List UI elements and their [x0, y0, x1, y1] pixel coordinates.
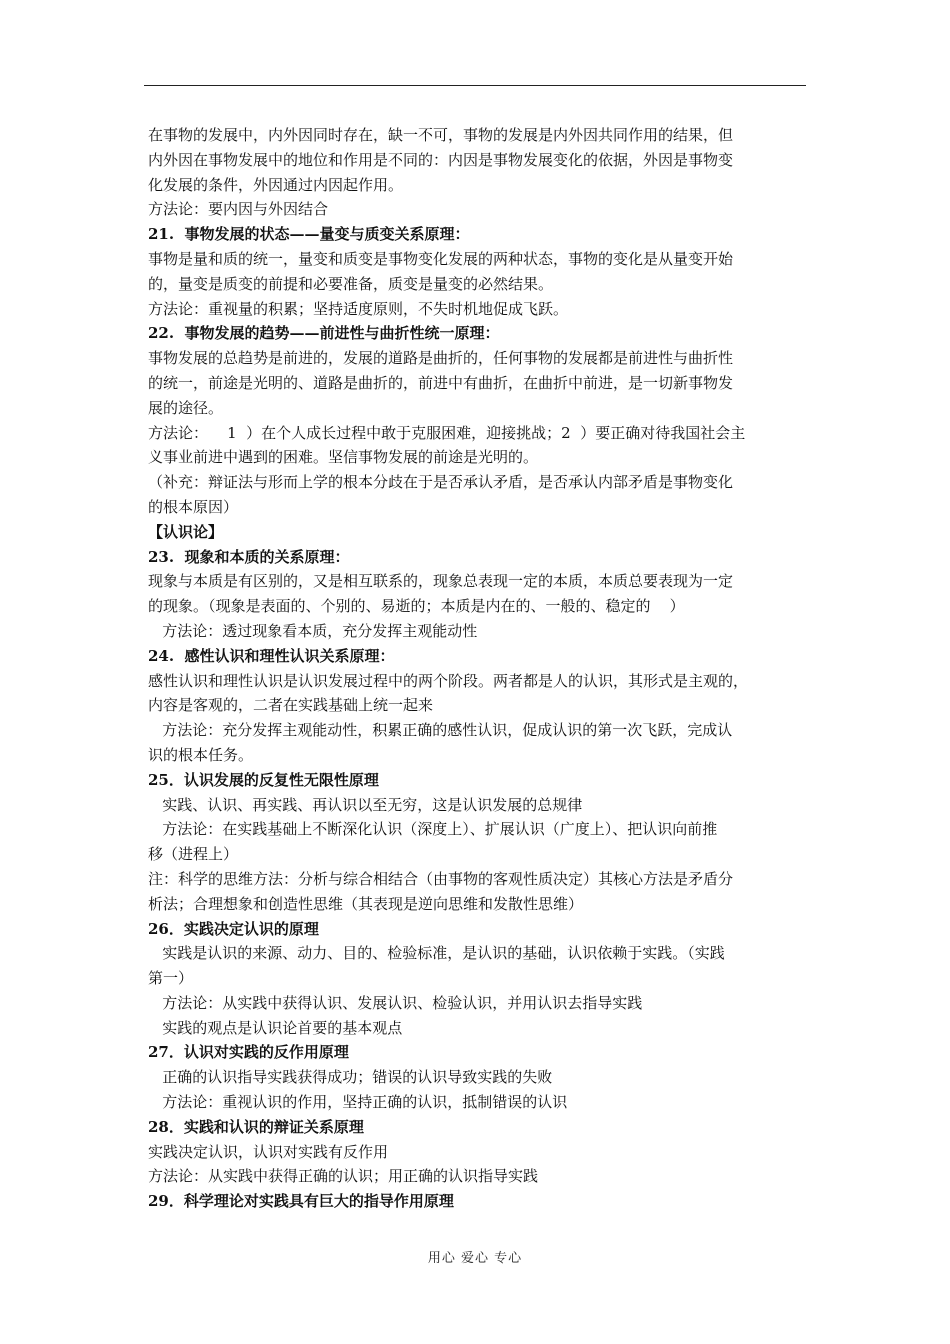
text-line: 方法论：重视量的积累；坚持适度原则，不失时机地促成飞跃。 [148, 299, 569, 318]
text-line: 实践决定认识，认识对实践有反作用 [148, 1142, 389, 1161]
text-line: 方法论：重视认识的作用，坚持正确的认识，抵制错误的认识 [148, 1093, 568, 1112]
text-line: （补充：辩证法与形而上学的根本分歧在于是否承认矛盾，是否承认内部矛盾是事物变化 [148, 473, 734, 492]
text-line: 方法论：在实践基础上不断深化认识（深度上）、扩展认识（广度上）、把认识向前推 [148, 820, 718, 839]
page-footer: 用心 爱心 专心 [427, 1251, 523, 1266]
text-line: 方法论：充分发挥主观能动性，积累正确的感性认识，促成认识的第一次飞跃，完成认 [148, 721, 733, 740]
text-line: 方法论：从实践中获得认识、发展认识、检验认识，并用认识去指导实践 [148, 993, 643, 1012]
text-line: 实践的观点是认识论首要的基本观点 [148, 1018, 403, 1037]
text-line: 移（进程上） [148, 845, 239, 864]
text-line: 析法；合理想象和创造性思维（其表现是逆向思维和发散性思维） [148, 894, 584, 913]
text-line: 的现象。（现象是表面的、个别的、易逝的；本质是内在的、一般的、稳定的 ） [148, 597, 685, 616]
section-heading: 25．认识发展的反复性无限性原理 [148, 770, 379, 789]
text-line: 正确的认识指导实践获得成功；错误的认识导致实践的失败 [148, 1068, 553, 1087]
section-heading: 23. 现象和本质的关系原理： [148, 547, 350, 566]
section-heading: 26．实践决定认识的原理 [148, 919, 319, 938]
section-heading: 21. 事物发展的状态——量变与质变关系原理： [148, 225, 470, 244]
text-line: 的统一，前途是光明的、道路是曲折的，前进中有曲折，在曲折中前进，是一切新事物发 [148, 373, 734, 392]
text-line: 在事物的发展中，内外因同时存在，缺一不可，事物的发展是内外因共同作用的结果，但 [148, 126, 734, 144]
text-line: 识的根本任务。 [148, 745, 254, 764]
text-line: 方法论：透过现象看本质，充分发挥主观能动性 [148, 621, 478, 640]
text-line: 实践、认识、再实践、再认识以至无穷，这是认识发展的总规律 [148, 795, 583, 814]
header-rule [144, 85, 806, 86]
document-body [148, 123, 812, 1214]
text-line: 实践是认识的来源、动力、目的、检验标准，是认识的基础，认识依赖于实践。（实践 [148, 944, 725, 963]
text-line: 事物发展的总趋势是前进的，发展的道路是曲折的，任何事物的发展都是前进性与曲折性 [148, 349, 734, 368]
text-line: 方法论： 1 ）在个人成长过程中敢于克服困难，迎接挑战；2 ）要正确对待我国社会主 [148, 423, 746, 442]
text-line: 感性认识和理性认识是认识发展过程中的两个阶段。两者都是人的认识，其形式是主观的， [148, 671, 749, 690]
text-line: 化发展的条件，外因通过内因起作用。 [148, 175, 404, 194]
text-line: 方法论：要内因与外因结合 [148, 200, 329, 219]
text-line: 第一） [148, 969, 194, 988]
section-heading: 24. 感性认识和理性认识关系原理： [148, 646, 395, 665]
text-line: 内外因在事物发展中的地位和作用是不同的：内因是事物发展变化的依据，外因是事物变 [148, 150, 734, 169]
text-line: 义事业前进中遇到的困难。坚信事物发展的前途是光明的。 [148, 448, 539, 467]
text-line: 的，量变是质变的前提和必要准备，质变是量变的必然结果。 [148, 274, 554, 293]
text-line: 的根本原因） [148, 497, 239, 516]
text-line: 注：科学的思维方法：分析与综合相结合（由事物的客观性质决定）其核心方法是矛盾分 [148, 869, 734, 888]
text-line: 现象与本质是有区别的，又是相互联系的，现象总表现一定的本质，本质总要表现为一定 [148, 572, 734, 591]
section-heading: 27．认识对实践的反作用原理 [148, 1043, 349, 1062]
text-line: 内容是客观的，二者在实践基础上统一起来 [148, 696, 434, 715]
section-heading: 29．科学理论对实践具有巨大的指导作用原理 [148, 1192, 454, 1211]
text-line: 事物是量和质的统一，量变和质变是事物变化发展的两种状态，事物的变化是从量变开始 [148, 249, 734, 268]
text-line: 展的途径。 [148, 398, 224, 417]
text-line: 方法论：从实践中获得正确的认识；用正确的认识指导实践 [148, 1167, 539, 1186]
section-heading: 28．实践和认识的辩证关系原理 [148, 1117, 364, 1136]
section-heading: 【认识论】 [148, 522, 224, 541]
section-heading: 22. 事物发展的趋势——前进性与曲折性统一原理： [148, 324, 500, 343]
